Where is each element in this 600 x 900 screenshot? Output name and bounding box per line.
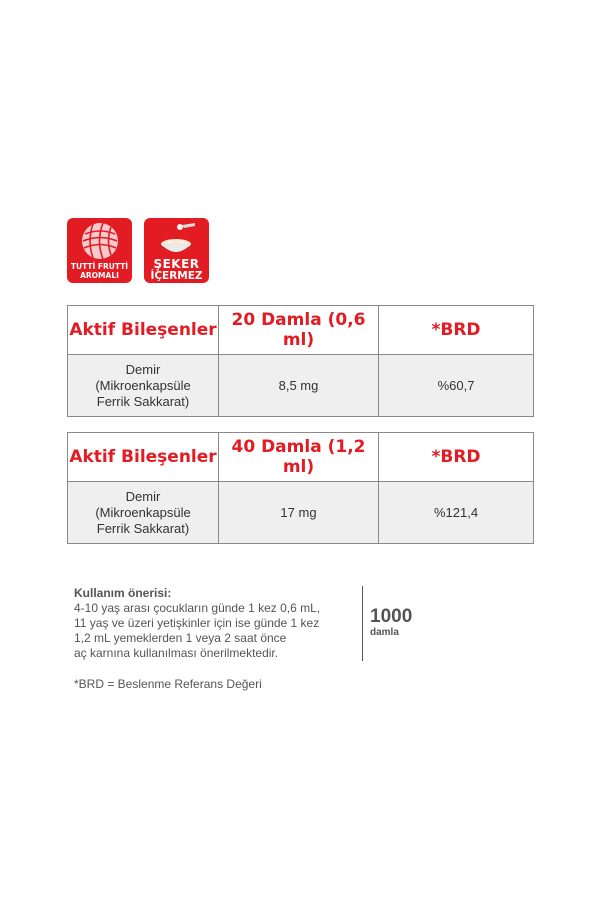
tutti-frutti-badge [67, 218, 132, 283]
usage-line: aç karnına kullanılması önerilmektedir. [74, 646, 279, 660]
usage-title: Kullanım önerisi: [74, 586, 172, 600]
ingredient-name: Demir (Mikroenkapsüle Ferrik Sakkarat) [68, 482, 219, 544]
header-brd: *BRD [379, 306, 534, 355]
header-active-ingredients: Aktif Bileşenler [68, 433, 219, 482]
nutrition-table-20-drops [67, 305, 534, 417]
usage-recommendation [74, 586, 364, 661]
drop-count-number: 1000 [370, 606, 413, 627]
usage-line: 11 yaş ve üzeri yetişkinler için ise günde 1 kez [74, 616, 320, 630]
ingredient-brd: %121,4 [379, 482, 534, 544]
usage-line: 1,2 mL yemeklerden 1 veya 2 saat önce [74, 631, 287, 645]
header-brd: *BRD [379, 433, 534, 482]
ingredient-amount: 17 mg [219, 482, 379, 544]
ingredient-name: Demir (Mikroenkapsüle Ferrik Sakkarat) [68, 355, 219, 417]
sugar-bowl-icon [158, 222, 196, 258]
header-dose: 40 Damla (1,2 ml) [219, 433, 379, 482]
badge-line-1: TUTTİ FRUTTİ [70, 262, 129, 271]
sugar-free-badge [144, 218, 209, 283]
drop-count-unit: damla [370, 627, 399, 638]
brd-footnote: *BRD = Beslenme Referans Değeri [74, 677, 262, 691]
nutrition-table-40-drops [67, 432, 534, 544]
ingredient-amount: 8,5 mg [219, 355, 379, 417]
ingredient-brd: %60,7 [379, 355, 534, 417]
yarn-ball-icon [81, 222, 119, 260]
divider [362, 586, 363, 661]
badge-line-1: ŞEKER [153, 257, 200, 271]
drop-count [370, 607, 412, 639]
badge-line-2: İÇERMEZ [150, 270, 203, 282]
header-active-ingredients: Aktif Bileşenler [68, 306, 219, 355]
header-dose: 20 Damla (0,6 ml) [219, 306, 379, 355]
usage-line: 4-10 yaş arası çocukların günde 1 kez 0,6 mL, [74, 601, 321, 615]
badge-line-2: AROMALI [80, 271, 119, 280]
